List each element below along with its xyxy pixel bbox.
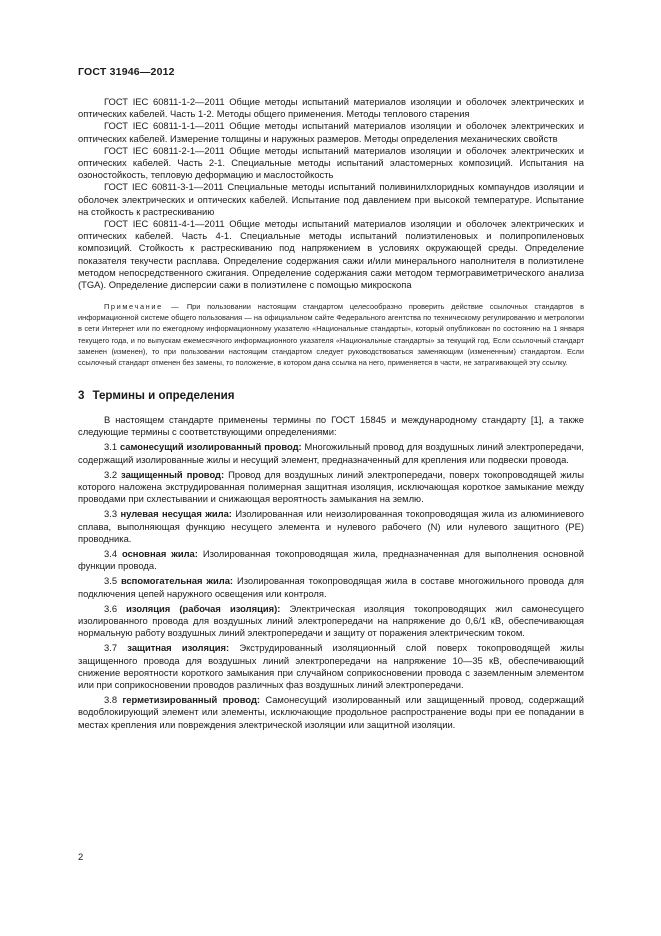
term-entry (78, 508, 584, 545)
term-definition: Самонесущий изолированный или защищенный провод, содержащий водоблокирующий элемент или элементы, исключающие продольное распространение воды при ее попадании в местах крепления или повреждения электрической изоляции или защитной изоляции. (78, 694, 584, 730)
normative-references (78, 96, 584, 291)
term-definition: Экструдированный изоляционный слой поверх токопроводящей жилы защищенного провода для воздушных линий электропередачи на напряжение 10—35 кВ, обеспечивающий снижение вероятности короткого замыкания при случайном соприкосновении провода с заземленным элементом или при соприкосновении проводов различных фаз воздушных линий электропередачи. (78, 642, 585, 691)
term-entry (78, 603, 584, 640)
note-label: Примечание — (104, 302, 181, 312)
section-number: 3 (78, 388, 85, 402)
term-entry (78, 642, 584, 691)
term-entry (78, 469, 584, 506)
term-name: защищенный провод: (121, 468, 225, 480)
term-name: герметизированный провод: (122, 694, 261, 706)
term-number: 3.1 (104, 441, 118, 453)
terms-list (78, 414, 584, 731)
term-name: самонесущий изолированный провод: (119, 441, 302, 453)
reference-entry: ГОСТ IEC 60811-1-1—2011 Общие методы испытаний материалов изоляции и оболочек электрических и оптических кабелей. Измерение толщины и наружных размеров. Методы определения механических свойств (78, 120, 584, 144)
term-name: вспомогательная жила: (120, 575, 234, 587)
note-paragraph (78, 301, 584, 368)
term-name: нулевая несущая жила: (120, 508, 232, 520)
reference-entry: ГОСТ IEC 60811-3-1—2011 Специальные методы испытаний поливинилхлоридных компаундов изоляции и оболочек электрических и оптических кабелей. Испытание под давлением при высокой температуре. Испытание на стойкость к растрескиванию (78, 181, 584, 217)
term-number: 3.4 (104, 548, 118, 560)
document-id-header: ГОСТ 31946—2012 (78, 66, 175, 78)
reference-entry: ГОСТ IEC 60811-4-1—2011 Общие методы испытаний материалов изоляции и оболочек электрических и оптических кабелей. Часть 4-1. Специальные методы испытаний полиэтиленовых и полипропиленовых композиций. Стойкость к растрескиванию под напряжением в условиях окружающей среды. Определение показателя текучести расплава. Определение содержания сажи и/или минерального наполнителя в полиэтилене методом непосредственного сжигания. Определение содержания сажи методом термогравиметрического анализа (TGA). Определение дисперсии сажи в полиэтилене с помощью микроскопа (78, 218, 584, 291)
term-entry (78, 694, 584, 731)
term-definition: Многожильный провод для воздушных линий электропередачи, содержащий изолированные жилы и несущий элемент, предназначенный для крепления или подвески провода. (78, 441, 584, 465)
term-name: основная жила: (121, 548, 198, 560)
page-number: 2 (78, 851, 84, 862)
note-text: При пользовании настоящим стандартом целесообразно проверить действие ссылочных стандартов в информационной системе общего пользования — на официальном сайте Федерального агентства по техническому регулированию и метрологии в сети Интернет или по ежегодному информационному указателю «Национальные стандарты», который опубликован по состоянию на 1 января текущего года, и по выпускам ежемесячного информационного указателя «Национальные стандарты» за текущий год. Если ссылочный стандарт заменен (изменен), то при пользовании настоящим стандартом следует руководствоваться заменяющим (измененным) стандартом. Если ссылочный стандарт отменен без замены, то положение, в котором дана ссылка на него, применяется в части, не затрагивающей эту ссылку. (78, 302, 585, 367)
term-entry (78, 575, 584, 599)
term-definition: Провод для воздушных линий электропередачи, поверх токопроводящей жилы которого наложена экструдированная полимерная защитная изоляция, исключающая короткое замыкание между проводами при схлестывании и снижающая вероятность замыкания на землю. (78, 468, 584, 505)
term-number: 3.8 (104, 694, 118, 706)
term-number: 3.5 (104, 575, 118, 587)
reference-entry: ГОСТ IEC 60811-1-2—2011 Общие методы испытаний материалов изоляции и оболочек электрических и оптических кабелей. Часть 1-2. Методы общего применения. Методы теплового старения (78, 96, 584, 120)
section-heading (78, 390, 584, 402)
reference-entry: ГОСТ IEC 60811-2-1—2011 Общие методы испытаний материалов изоляции и оболочек электрических и оптических кабелей. Часть 2-1. Специальные методы испытаний эластомерных композиций. Испытания на озоностойкость, тепловую деформацию и маслостойкость (78, 144, 584, 181)
term-definition: Электрическая изоляция токопроводящих жил самонесущего изолированного провода для воздушных линий электропередачи на напряжение до 0,6/1 кВ, обеспечивающая нормальную работу воздушных линий электропередачи и защиту от поражения электрическим током. (78, 602, 585, 639)
term-definition: Изолированная или неизолированная токопроводящая жила из алюминиевого сплава, выполняющая функцию несущего элемента и нулевого рабочего (N) или нулевого защитного (PE) проводника. (78, 508, 584, 544)
term-number: 3.6 (104, 602, 118, 614)
term-definition: Изолированная токопроводящая жила, предназначенная для выполнения основной функции провода. (78, 548, 585, 572)
section-title: Термины и определения (92, 388, 235, 402)
term-name: защитная изоляция: (127, 642, 230, 654)
term-number: 3.7 (104, 642, 118, 654)
page-body (78, 96, 584, 731)
term-entry (78, 548, 584, 572)
term-name: изоляция (рабочая изоляция): (126, 602, 281, 614)
term-definition: Изолированная токопроводящая жила в составе многожильного провода для подключения цепей наружного освещения или контроля. (78, 575, 584, 599)
term-entry (78, 441, 584, 465)
intro-paragraph: В настоящем стандарте применены термины по ГОСТ 15845 и международному стандарту [1], а также следующие термины с соответствующими определениями: (78, 414, 584, 438)
term-number: 3.3 (104, 508, 118, 520)
term-number: 3.2 (104, 468, 118, 480)
